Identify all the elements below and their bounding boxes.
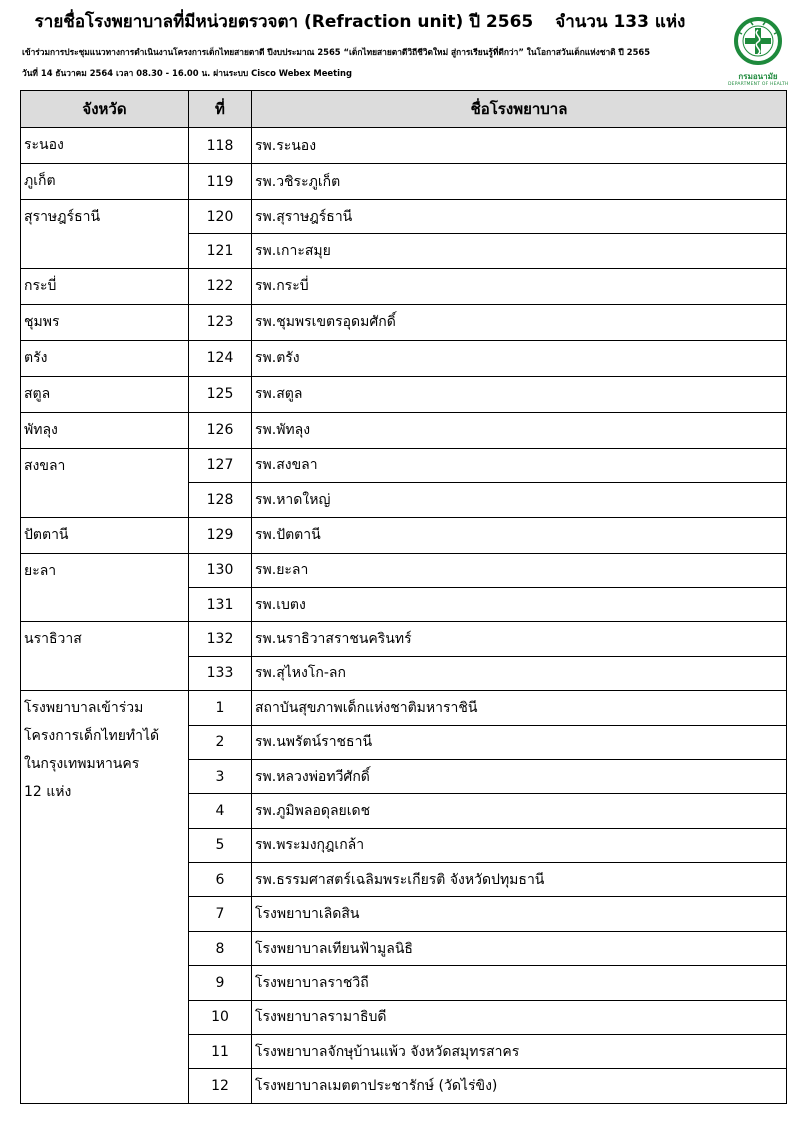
hospital-name: รพ.หาดใหญ่ [252, 483, 787, 517]
province-cell [21, 412, 189, 448]
hospital-name: รพ.กระบี่ [252, 268, 787, 304]
hospital-name: รพ.ยะลา [252, 553, 787, 587]
table-row [21, 622, 787, 656]
hospital-number: 12 [189, 1069, 252, 1103]
hospital-name: รพ.พัทลุง [252, 412, 787, 448]
province-name: ภูเก็ต [24, 173, 56, 189]
hospital-count: จำนวน 133 แห่ง [555, 12, 686, 32]
hospital-number: 6 [189, 863, 252, 897]
province-cell [21, 268, 189, 304]
logo-subcaption: DEPARTMENT OF HEALTH [728, 82, 789, 87]
hospital-name: รพ.วชิระภูเก็ต [252, 164, 787, 200]
province-name: สงขลา [24, 457, 66, 474]
column-header-number: ที่ [189, 91, 252, 128]
province-cell [21, 448, 189, 517]
hospital-number: 3 [189, 759, 252, 793]
hospital-name: รพ.หลวงพ่อทวีศักดิ์ [252, 759, 787, 793]
table-row [21, 268, 787, 304]
hospital-name: รพ.ระนอง [252, 128, 787, 164]
hospital-number: 132 [189, 622, 252, 656]
table-row [21, 691, 787, 725]
hospital-number: 7 [189, 897, 252, 931]
hospital-name: สถาบันสุขภาพเด็กแห่งชาติมหาราชินี [252, 691, 787, 725]
table-row [21, 164, 787, 200]
hospital-table [20, 90, 787, 1104]
province-name: ตรัง [24, 349, 48, 366]
hospital-name: รพ.ตรัง [252, 340, 787, 376]
title-text: รายชื่อโรงพยาบาลที่มีหน่วยตรวจตา (Refraction unit) ปี 2565 [34, 12, 534, 32]
hospital-number: 127 [189, 448, 252, 482]
hospital-name: โรงพยาบาลจักษุบ้านแพ้ว จังหวัดสมุทรสาคร [252, 1035, 787, 1069]
hospital-name: โรงพยาบาลรามาธิบดี [252, 1000, 787, 1034]
hospital-name: รพ.สุไหงโก-ลก [252, 656, 787, 690]
hospital-number: 8 [189, 931, 252, 965]
hospital-number: 10 [189, 1000, 252, 1034]
hospital-number: 123 [189, 304, 252, 340]
province-cell [21, 164, 189, 200]
hospital-number: 121 [189, 234, 252, 268]
province-name: สุราษฎร์ธานี [24, 209, 101, 225]
province-name: ยะลา [24, 562, 57, 579]
table-row [21, 340, 787, 376]
hospital-number: 128 [189, 483, 252, 517]
column-header-hospital: ชื่อโรงพยาบาล [252, 91, 787, 128]
hospital-name: โรงพยาบาลเมตตาประชารักษ์ (วัดไร่ขิง) [252, 1069, 787, 1103]
department-of-health-logo [728, 16, 788, 94]
hospital-name: รพ.ปัตตานี [252, 517, 787, 553]
province-cell [21, 304, 189, 340]
province-name: พัทลุง [24, 421, 58, 438]
subtitle-meeting: เข้าร่วมการประชุมแนวทางการดำเนินงานโครงการเด็กไทยสายตาดี ปีงบประมาณ 2565 “เด็กไทยสายตาดีวิถีชีวิตใหม่ สู่การเรียนรู้ที่ดีกว่า” ในโอกาสวันเด็กแห่งชาติ ปี 2565 [22, 47, 651, 57]
hospital-number: 11 [189, 1035, 252, 1069]
page-title [0, 8, 720, 35]
hospital-number: 130 [189, 553, 252, 587]
hospital-name: รพ.เกาะสมุย [252, 234, 787, 268]
hospital-name: รพ.นพรัตน์ราชธานี [252, 725, 787, 759]
hospital-number: 119 [189, 164, 252, 200]
province-name: ชุมพร [24, 313, 60, 330]
table-header-row [21, 91, 787, 128]
province-cell [21, 128, 189, 164]
table-row [21, 304, 787, 340]
hospital-name: รพ.สตูล [252, 376, 787, 412]
bangkok-group-cell [21, 691, 189, 1104]
hospital-number: 133 [189, 656, 252, 690]
hospital-number: 9 [189, 966, 252, 1000]
province-cell [21, 622, 189, 691]
province-cell [21, 553, 189, 622]
hospital-name: รพ.เบตง [252, 587, 787, 621]
bangkok-group-label-line: โรงพยาบาลเข้าร่วม [24, 700, 144, 717]
hospital-number: 131 [189, 587, 252, 621]
hospital-number: 126 [189, 412, 252, 448]
province-cell [21, 517, 189, 553]
hospital-number: 120 [189, 200, 252, 234]
province-cell [21, 376, 189, 412]
province-cell [21, 340, 189, 376]
bangkok-group-label-line: 12 แห่ง [24, 784, 72, 801]
bangkok-group-label-line: โครงการเด็กไทยทำได้ [24, 728, 160, 745]
hospital-name: โรงพยาบาลเทียนฟ้ามูลนิธิ [252, 931, 787, 965]
hospital-number: 4 [189, 794, 252, 828]
table-row [21, 376, 787, 412]
table-row [21, 128, 787, 164]
province-cell [21, 200, 189, 269]
hospital-number: 129 [189, 517, 252, 553]
health-emblem-icon [728, 16, 788, 68]
province-name: กระบี่ [24, 277, 57, 294]
table-row [21, 517, 787, 553]
hospital-number: 124 [189, 340, 252, 376]
province-name: นราธิวาส [24, 631, 82, 648]
hospital-number: 5 [189, 828, 252, 862]
hospital-name: โรงพยาบาเลิดสิน [252, 897, 787, 931]
column-header-province: จังหวัด [21, 91, 189, 128]
hospital-name: รพ.นราธิวาสราชนครินทร์ [252, 622, 787, 656]
hospital-name: รพ.ธรรมศาสตร์เฉลิมพระเกียรติ จังหวัดปทุมธานี [252, 863, 787, 897]
hospital-name: รพ.สงขลา [252, 448, 787, 482]
logo-caption: กรมอนามัย [738, 72, 778, 81]
hospital-number: 122 [189, 268, 252, 304]
province-name: สตูล [24, 385, 51, 402]
province-name: ระนอง [24, 137, 64, 153]
hospital-number: 2 [189, 725, 252, 759]
hospital-number: 118 [189, 128, 252, 164]
hospital-name: รพ.ภูมิพลอดุลยเดช [252, 794, 787, 828]
table-row [21, 448, 787, 482]
subtitle-date: วันที่ 14 ธันวาคม 2564 เวลา 08.30 - 16.00 น. ผ่านระบบ Cisco Webex Meeting [22, 68, 352, 78]
hospital-name: รพ.ชุมพรเขตรอุดมศักดิ์ [252, 304, 787, 340]
table-row [21, 200, 787, 234]
bangkok-group-label-line: ในกรุงเทพมหานคร [24, 756, 140, 773]
hospital-name: รพ.พระมงกุฎเกล้า [252, 828, 787, 862]
table-row [21, 412, 787, 448]
table-row [21, 553, 787, 587]
hospital-name: รพ.สุราษฎร์ธานี [252, 200, 787, 234]
hospital-number: 125 [189, 376, 252, 412]
hospital-name: โรงพยาบาลราชวิถี [252, 966, 787, 1000]
province-name: ปัตตานี [24, 526, 69, 543]
hospital-number: 1 [189, 691, 252, 725]
